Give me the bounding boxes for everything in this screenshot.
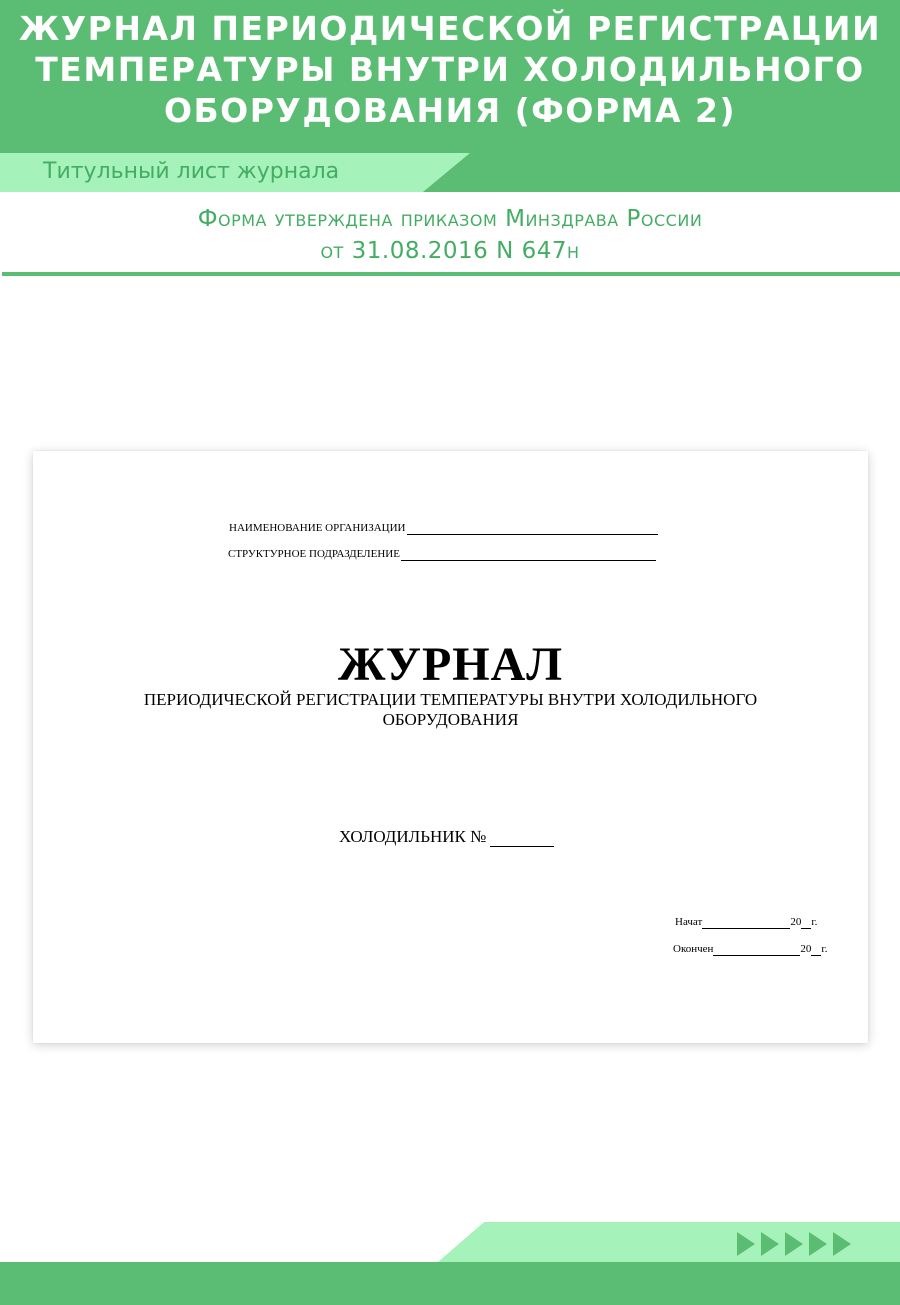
start-date-field	[675, 915, 817, 929]
start-year-suffix: г.	[811, 916, 818, 928]
footer-band	[0, 1262, 900, 1305]
title-line: ЖУРНАЛ ПЕРИОДИЧЕСКОЙ РЕГИСТРАЦИИ	[18, 9, 882, 48]
approval-note	[0, 203, 900, 267]
end-date-label: Окончен	[673, 943, 714, 955]
end-year-blank	[811, 945, 821, 956]
subtitle-label: Титульный лист журнала	[43, 159, 340, 184]
fridge-number-blank	[490, 831, 554, 847]
dept-field	[228, 547, 656, 561]
end-year-prefix: 20	[800, 943, 812, 955]
title-line: ОБОРУДОВАНИЯ (ФОРМА 2)	[163, 91, 737, 130]
approval-line: от 31.08.2016 N 647н	[320, 238, 580, 264]
end-date-blank	[713, 945, 800, 956]
journal-subheading	[93, 690, 808, 730]
chevron-right-icon	[782, 1230, 806, 1258]
end-year-suffix: г.	[821, 943, 828, 955]
chevron-right-icon	[830, 1230, 854, 1258]
dept-label: СТРУКТУРНОЕ ПОДРАЗДЕЛЕНИЕ	[228, 548, 400, 560]
org-name-blank	[407, 524, 658, 535]
title-line: ТЕМПЕРАТУРЫ ВНУТРИ ХОЛОДИЛЬНОГО	[35, 50, 865, 89]
start-date-blank	[702, 918, 790, 929]
journal-subheading-line: ПЕРИОДИЧЕСКОЙ РЕГИСТРАЦИИ ТЕМПЕРАТУРЫ ВНУТРИ ХОЛОДИЛЬНОГО	[143, 690, 758, 709]
approval-line: Форма утверждена приказом Минздрава России	[197, 206, 703, 232]
chevron-right-icon	[758, 1230, 782, 1258]
dept-blank	[401, 550, 656, 561]
start-year-blank	[801, 918, 811, 929]
journal-subheading-line: ОБОРУДОВАНИЯ	[382, 710, 519, 729]
page-title	[0, 8, 900, 131]
title-page-preview	[33, 451, 868, 1043]
chevron-right-icon	[734, 1230, 758, 1258]
fridge-number-field	[339, 827, 554, 847]
fridge-number-label: ХОЛОДИЛЬНИК №	[339, 827, 487, 846]
chevron-right-icon	[806, 1230, 830, 1258]
divider-rule	[2, 272, 900, 276]
end-date-field	[673, 942, 827, 956]
journal-heading: ЖУРНАЛ	[337, 638, 564, 691]
header-banner	[0, 0, 900, 192]
footer-arrows	[734, 1230, 854, 1258]
org-name-field	[229, 521, 658, 535]
start-date-label: Начат	[675, 916, 703, 928]
org-name-label: НАИМЕНОВАНИЕ ОРГАНИЗАЦИИ	[229, 522, 406, 534]
start-year-prefix: 20	[790, 916, 802, 928]
